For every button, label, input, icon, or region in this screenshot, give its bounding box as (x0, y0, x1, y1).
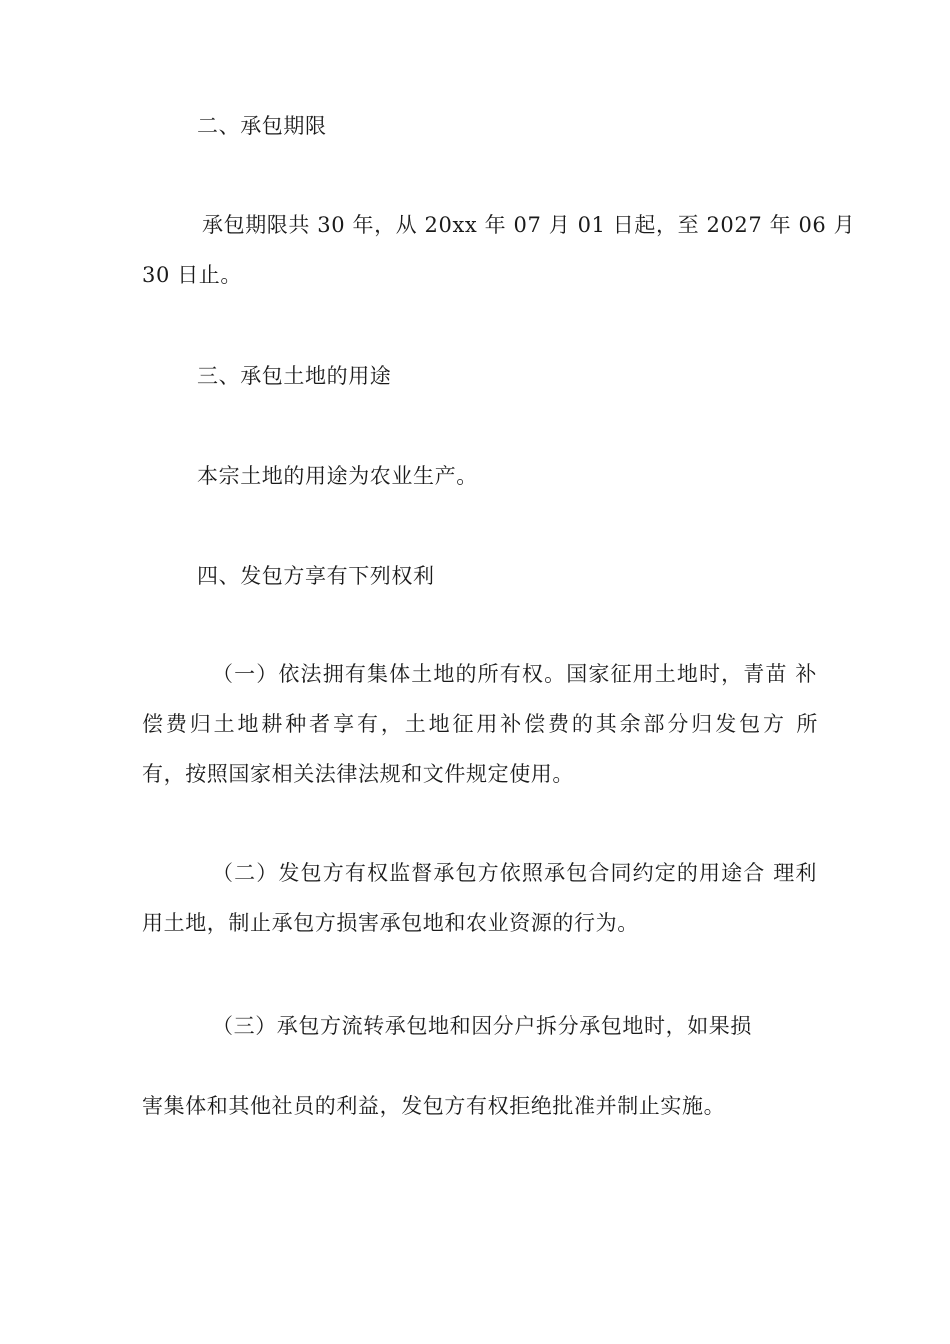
clause-1-line-2: 偿费归土地耕种者享有，土地征用补偿费的其余部分归发包方 所 (142, 712, 818, 736)
paragraph-term-line-2: 30 日止。 (142, 263, 242, 287)
paragraph-land-use: 本宗土地的用途为农业生产。 (197, 464, 478, 488)
paragraph-term-line-1: 承包期限共 30 年，从 20xx 年 07 月 01 日起，至 2027 年 06 月 (202, 213, 856, 237)
clause-3-line-1: （三）承包方流转承包地和因分户拆分承包地时，如果损 (212, 1014, 752, 1038)
clause-1-line-1: （一）依法拥有集体土地的所有权。国家征用土地时，青苗 补 (212, 662, 817, 686)
clause-1-line-3: 有，按照国家相关法律法规和文件规定使用。 (142, 762, 574, 786)
section-heading-land-use: 三、承包土地的用途 (197, 364, 392, 388)
section-heading-contractor-rights: 四、发包方享有下列权利 (197, 564, 435, 588)
clause-2-line-2: 用土地，制止承包方损害承包地和农业资源的行为。 (142, 911, 639, 935)
clause-3-line-2: 害集体和其他社员的利益，发包方有权拒绝批准并制止实施。 (142, 1094, 726, 1118)
clause-2-line-1: （二）发包方有权监督承包方依照承包合同约定的用途合 理利 (212, 861, 817, 885)
section-heading-term: 二、承包期限 (197, 114, 327, 138)
